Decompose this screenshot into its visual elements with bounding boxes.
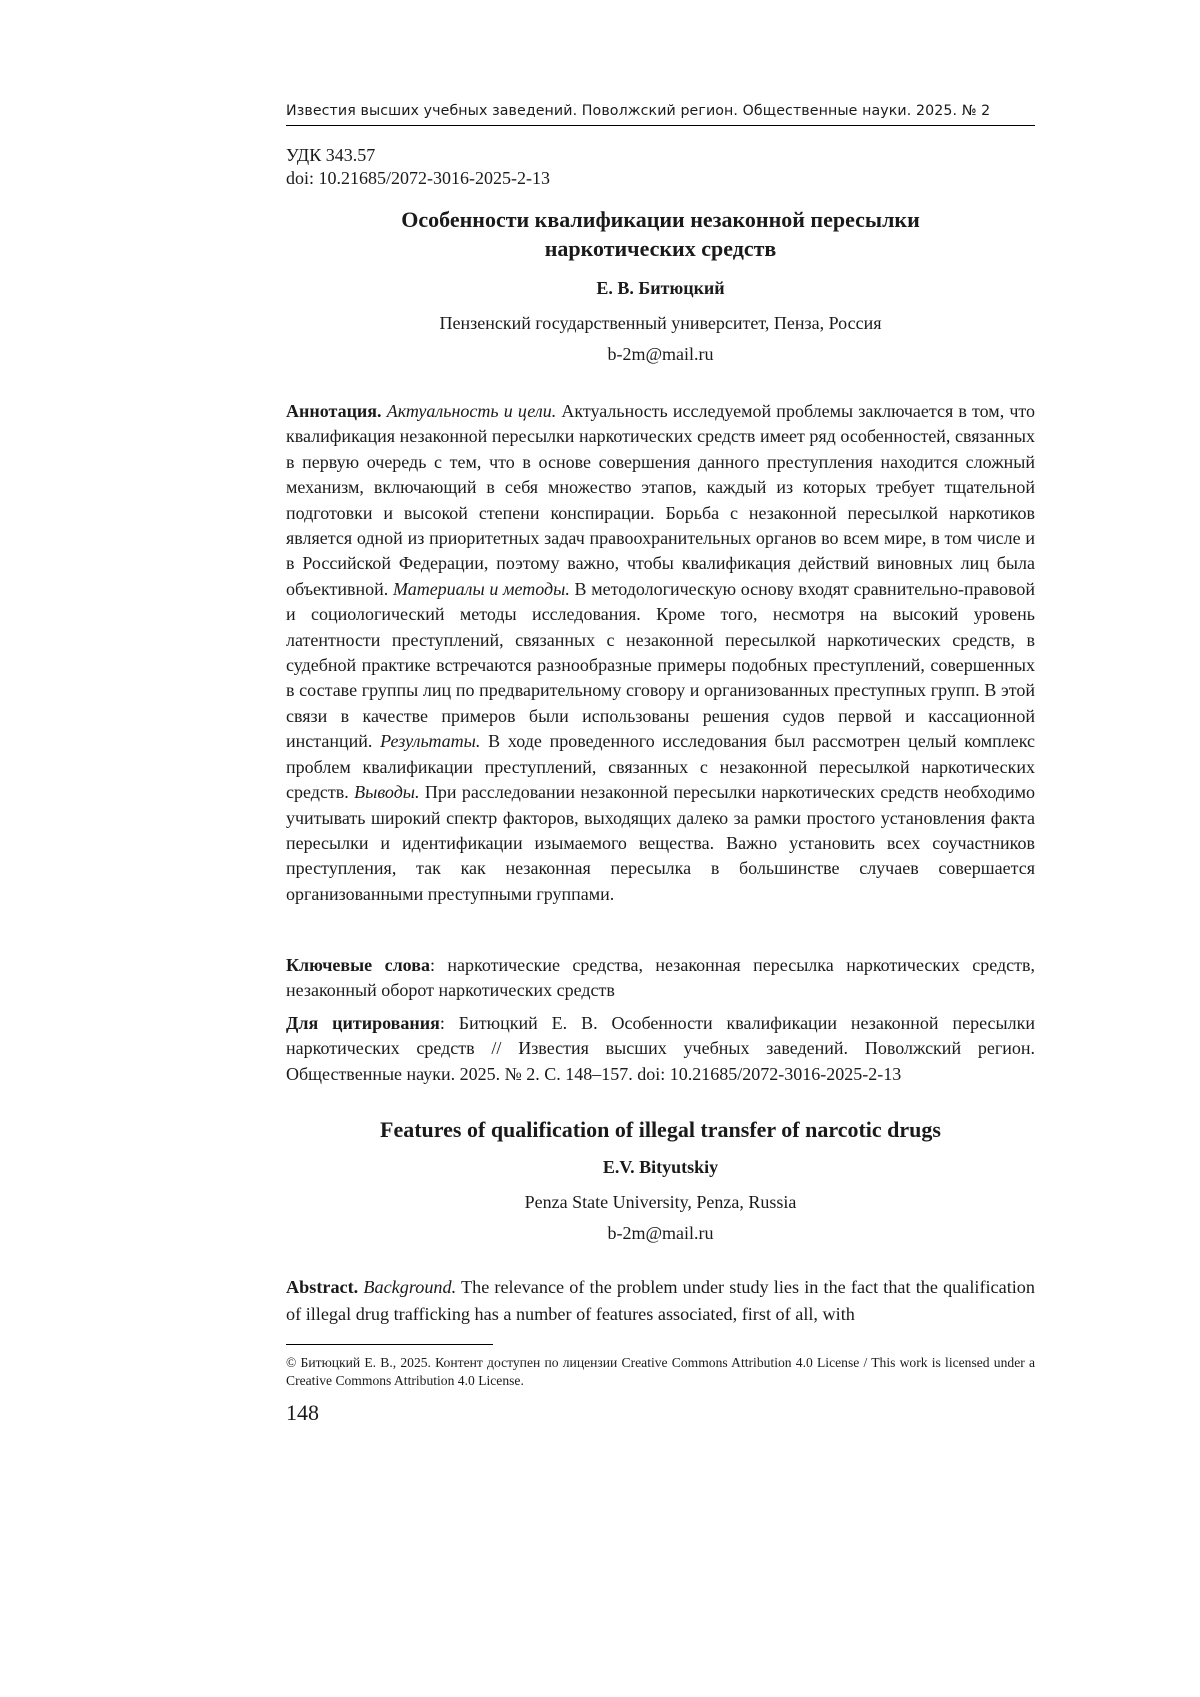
running-header: Известия высших учебных заведений. Поволжский регион. Общественные науки. 2025. № 2 xyxy=(286,103,1035,126)
abstract-ru xyxy=(286,399,1035,907)
abstract-ru-heading-methods: Материалы и методы. xyxy=(392,578,570,599)
abstract-en-heading-background: Background. xyxy=(363,1277,457,1297)
footnote-divider xyxy=(286,1344,493,1345)
abstract-en-text: The relevance of the problem under study lies in the fact that the qualification of illegal drug trafficking has a number of features associated, first of all, with xyxy=(286,1277,1035,1324)
article-meta xyxy=(286,144,550,190)
udc-code: УДК 343.57 xyxy=(286,145,376,165)
citation-ru-label: Для цитирования xyxy=(286,1013,440,1033)
affiliation-en: Penza State University, Penza, Russia xyxy=(524,1192,797,1212)
email-ru: b-2m@mail.ru xyxy=(607,344,714,364)
abstract-ru-label: Аннотация. xyxy=(286,401,382,421)
article-title-en: Features of qualification of illegal transfer of narcotic drugs xyxy=(380,1117,941,1142)
citation-ru-text: : Битюцкий Е. В. Особенности квалификации незаконной пересылки наркотических средств // Известия высших учебных заведений. Поволжский регион. Общественные науки. 2025. № 2. С. 148–157. doi: 10.21685/2072-3016-2025-2-13 xyxy=(286,1013,1035,1084)
title-ru-line1: Особенности квалификации незаконной пересылки xyxy=(401,207,920,232)
keywords-ru-text: : наркотические средства, незаконная пересылка наркотических средств, незаконный оборот наркотических средств xyxy=(286,955,1036,1001)
citation-ru xyxy=(286,1011,1035,1087)
abstract-ru-background: Актуальность исследуемой проблемы заключается в том, что квалификация незаконной пересылки наркотических средств имеет ряд особенностей, связанных в первую очередь с тем, что в основе совершения данного преступления находится сложный механизм, включающий в себя множество этапов, каждый из которых требует тщательной подготовки и высокой степени конспирации. Борьба с незаконной пересылкой наркотиков является одной из приоритетных задач правоохранительных органов во всем мире, в том числе и в Российской Федерации, поэтому важно, чтобы квалификация действий виновных лиц была объективной. xyxy=(286,401,1036,599)
page-number: 148 xyxy=(286,1400,319,1425)
keywords-ru xyxy=(286,953,1035,1004)
abstract-ru-methods: В методологическую основу входят сравнительно-правовой и социологический методы исследования. Кроме того, несмотря на высокий уровень латентности преступлений, связанных с незаконной пересылкой наркотических средств, в судебной практике встречаются разнообразные примеры подобных преступлений, совершенных в составе группы лиц по предварительному сговору и организованных преступных групп. В этой связи в качестве примеров были использованы решения судов первой и кассационной инстанций. xyxy=(286,578,1036,752)
keywords-ru-label: Ключевые слова xyxy=(286,955,430,975)
email-en: b-2m@mail.ru xyxy=(607,1223,714,1243)
abstract-en xyxy=(286,1274,1035,1328)
abstract-ru-results: В ходе проведенного исследования был рассмотрен целый комплекс проблем квалификации преступлений, связанных с незаконной пересылкой наркотических средств. xyxy=(286,731,1035,803)
author-en: E.V. Bityutskiy xyxy=(602,1157,719,1177)
abstract-ru-heading-conclusions: Выводы. xyxy=(354,782,420,803)
abstract-en-label: Abstract. xyxy=(286,1277,359,1297)
author-ru: Е. В. Битюцкий xyxy=(596,278,725,298)
doi: doi: 10.21685/2072-3016-2025-2-13 xyxy=(286,168,550,188)
title-ru-line2: наркотических средств xyxy=(544,236,777,261)
affiliation-ru: Пензенский государственный университет, Пенза, Россия xyxy=(439,313,882,333)
abstract-ru-heading-background: Актуальность и цели. xyxy=(386,401,557,421)
abstract-ru-conclusions: При расследовании незаконной пересылки наркотических средств необходимо учитывать широкий спектр факторов, выходящих далеко за рамки простого установления факта пересылки и идентификации изымаемого вещества. Важно установить всех соучастников преступления, так как незаконная пересылка в большинстве случаев совершается организованными преступными группами. xyxy=(286,782,1036,904)
license-footnote: © Битюцкий Е. В., 2025. Контент доступен по лицензии Creative Commons Attribution 4.0 License / This work is licensed under a Creative Commons Attribution 4.0 License. xyxy=(286,1355,1035,1388)
article-title-ru xyxy=(286,205,1035,263)
abstract-ru-heading-results: Результаты. xyxy=(380,731,481,752)
